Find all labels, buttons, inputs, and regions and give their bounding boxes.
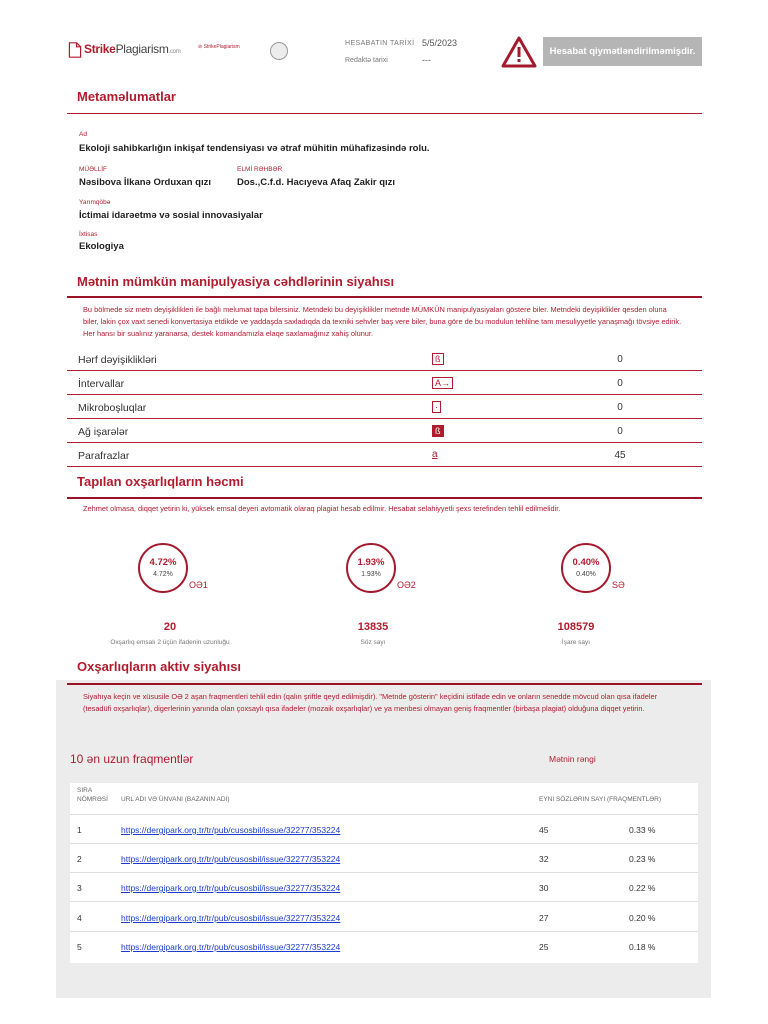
document-name: Ekoloji sahibkarlığın inkişaf tendensiyası və ətraf mühitin mühafizəsində rolu. [79,143,430,154]
source-link[interactable]: https://dergipark.org.tr/tr/pub/cusosbil/issue/32277/353224 [121,913,341,923]
word-count: 30 [539,883,549,893]
microspace-icon: · [432,401,441,413]
status-badge: Hesabat qiymətləndirilməmişdir. [543,37,702,66]
strikeplagiarism-logo: StrikePlagiarism.com [84,42,181,56]
manipulation-row-label: İntervallar [78,378,125,390]
manipulation-row-value: 0 [617,378,623,389]
similarity-circle-se2: 1.93% 1.93% [346,543,396,593]
divider [67,113,702,114]
percentage: 0.33 % [629,825,656,835]
divider [67,497,702,499]
subdivision-label: Yarımqöbə [79,199,111,206]
author-value: Nəsibova İlkanə Orduxan qızı [79,177,211,188]
divider [70,843,698,844]
word-count-value: 13835 [357,621,389,633]
metadata-title: Metaməlumatlar [77,89,176,104]
manipulation-note: Bu bölmede siz metn deyişiklikleri ile bağlı melumat tapa bilersiniz. Metndeki bu deyişiklikler metnde MÜMKÜN manipulyasiyaları göstere biler. Metndeki deyişiklikler qesden oluna biler, lakin çox vaxt senedi konvertasiya etdikde ve yaddaşda saxladıqda da texniki sehvler baş vere biler, buna göre de bu modulun tehlilne tam mesuliyyetle yanaşmağı tövsiye edirik. Her hansı bir sualınız yaranarsa, destek komandamızla elaqe saxlamağınız xahiş olunur. [83,305,682,338]
similarity-note: Zehmet olmasa, diqqet yetirin ki, yüksek emsal deyeri avtomatik olaraq plagiat hesab edilmir. Hesabat selahiyyetli şexs terefinden tehlil edilmelidir. [83,504,561,513]
sa-label: SƏ [612,580,625,590]
manipulation-row-label: Hərf dəyişiklikləri [78,354,157,366]
se1-label: OƏ1 [189,580,208,590]
char-count-value: 108579 [557,621,595,633]
source-link[interactable]: https://dergipark.org.tr/tr/pub/cusosbil/issue/32277/353224 [121,883,341,893]
university-seal-icon [270,42,288,60]
manipulation-row-value: 0 [617,354,623,365]
phrase-length-label: Oxşarlıq emsalı 2 üçün ifadenin uzunluğu [110,639,230,646]
divider [70,872,698,873]
manipulation-row-label: Mikroboşluqlar [78,402,147,414]
report-date-value: 5/5/2023 [422,38,458,48]
percentage: 0.18 % [629,942,656,952]
divider [70,901,698,902]
paraphrase-icon: a [432,449,438,460]
intervals-icon: A→ [432,377,453,389]
author-label: MÜƏLLİF [79,166,108,173]
divider [67,370,702,371]
similarity-circle-se1: 4.72% 4.72% [138,543,188,593]
fragments-table [70,783,698,963]
word-count: 27 [539,913,549,923]
col-count-header: EYNI SÖZLƏRIN SAYI (FRAQMENTLƏR) [539,796,661,803]
similarity-circle-sa: 0.40% 0.40% [561,543,611,593]
specialty-label: İxtisas [79,231,98,238]
divider [67,418,702,419]
source-link[interactable]: https://dergipark.org.tr/tr/pub/cusosbil/issue/32277/353224 [121,942,341,952]
source-link[interactable]: https://dergipark.org.tr/tr/pub/cusosbil/issue/32277/353224 [121,854,341,864]
divider [67,442,702,443]
manipulation-row-value: 45 [614,450,626,461]
subdivision-value: İctimai idarəetmə və sosial innovasiyalar [79,210,263,221]
edit-date-label: Redaktə tarixi [345,57,388,64]
manipulation-row-label: Parafrazlar [78,450,130,462]
se2-label: OƏ2 [397,580,416,590]
supervisor-label: ELMİ RƏHBƏR [237,166,283,173]
row-number: 1 [77,825,82,835]
char-count-label: İşare sayı [561,639,591,646]
warning-icon [501,36,537,68]
word-count: 32 [539,854,549,864]
specialty-value: Ekologiya [79,241,124,252]
row-number: 5 [77,942,82,952]
divider [67,296,702,298]
source-link[interactable]: https://dergipark.org.tr/tr/pub/cusosbil/issue/32277/353224 [121,825,341,835]
divider [67,394,702,395]
word-count-label: Söz sayı [360,639,386,646]
row-number: 3 [77,883,82,893]
divider [70,931,698,932]
divider [67,466,702,467]
white-chars-icon: ß [432,425,444,437]
edit-date-value: --- [422,55,431,65]
manipulation-row-label: Ağ işarələr [78,426,129,438]
row-number: 2 [77,854,82,864]
report-date-label: HESABATIN TARİXİ [345,40,415,47]
col-num-header-1: SIRA [77,787,93,794]
name-label: Ad [79,131,87,138]
percentage: 0.20 % [629,913,656,923]
row-number: 4 [77,913,82,923]
word-count: 45 [539,825,549,835]
active-list-title: Oxşarlıqların aktiv siyahısı [77,659,242,674]
letter-change-icon: ß [432,353,444,365]
col-url-header: URL ADI VƏ ÜNVANI (BAZANIN ADI) [121,796,230,803]
divider [70,814,698,815]
manipulation-row-value: 0 [617,426,623,437]
word-count: 25 [539,942,549,952]
col-num-header-2: NÖMRƏSİ [77,796,108,803]
active-list-note: Siyahıya keçin ve xüsusile OƏ 2 aşan fraqmentleri tehlil edin (qalın şriftle qeyd edilmişdir). "Metnde gösterin" keçidini istifade edin ve onların senedde mövcud olan qısa ifadeler (tesadüfi oxşarlıqlar), digerlerinin yanında olan çoxsaylı qısa ifadeler (mozaik oxşarlıqlar) ve ya menbesi olmayan geniş fraqmentler (birbaşa plagiat) olduğuna diqqet yetirin. [83,692,658,713]
document-icon [67,40,83,60]
percentage: 0.23 % [629,854,656,864]
top10-title: 10 ən uzun fraqmentlər [70,752,194,766]
manipulation-title: Mətnin mümkün manipulyasiya cəhdlərinin siyahısı [77,274,395,289]
text-color-label: Mətnin rəngi [549,754,596,764]
divider [67,683,702,685]
manipulation-row-value: 0 [617,402,623,413]
percentage: 0.22 % [629,883,656,893]
similarity-title: Tapılan oxşarlıqların həcmi [77,474,244,489]
strikeplagiarism-small-logo: ⊘ StrikePlagiarism [198,44,240,50]
supervisor-value: Dos.,C.f.d. Hacıyeva Afaq Zakir qızı [237,177,396,188]
phrase-length-value: 20 [163,621,177,633]
